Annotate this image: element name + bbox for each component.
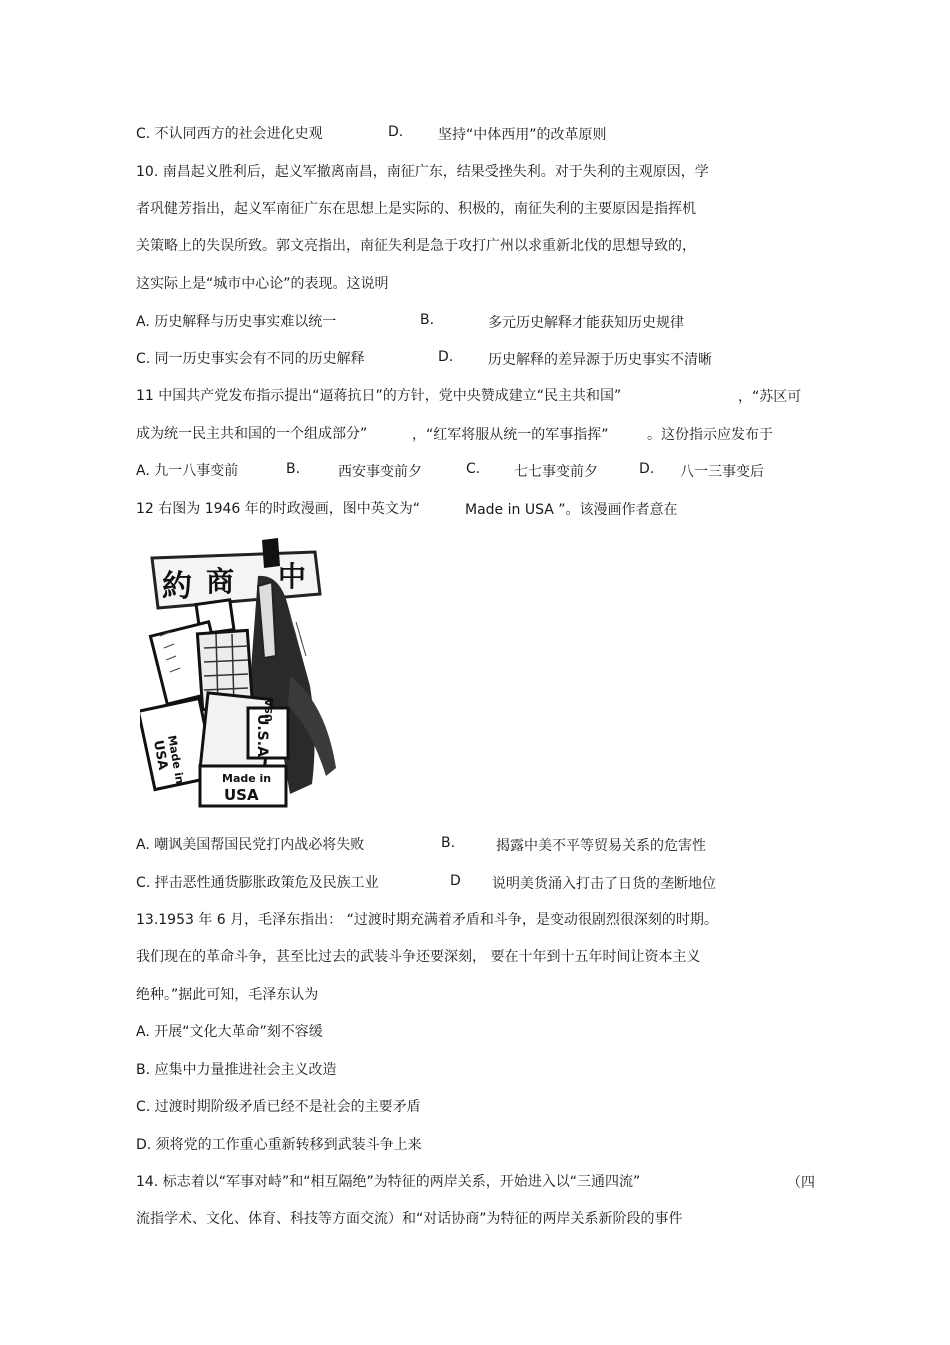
q13-option-b: B. 应集中力量推进社会主义改造 [136, 1062, 337, 1078]
q13-stem-line-2: 我们现在的革命斗争，甚至比过去的武装斗争还要深刻， 要在十年到十五年时间让资本主义 [136, 949, 701, 965]
q11-option-c: 七七事变前夕 [514, 464, 598, 480]
cartoon-banner-char: 中 [278, 560, 307, 593]
q11-stem-line-2-tail: 。这份指示应发布于 [647, 427, 773, 443]
q14-stem-line-1: 14. 标志着以“军事对峙”和“相互隔绝”为特征的两岸关系，开始进入以“三通四流” [136, 1174, 641, 1190]
q10-stem-line-3: 关策略上的失误所致。郭文亮指出，南征失利是急于攻打广州以求重新北伐的思想导致的， [136, 238, 696, 254]
q10-stem-line-2: 者巩健芳指出，起义军南征广东在思想上是实际的、积极的，南征失利的主要原因是指挥机 [136, 201, 696, 217]
q9-option-d-label: D. [388, 124, 404, 140]
q9-option-c: C. 不认同西方的社会进化史观 [136, 126, 323, 142]
q11-stem-line-2: 成为统一民主共和国的一个组成部分” [136, 426, 368, 442]
q10-option-b-label: B. [420, 312, 435, 328]
cartoon-box-label: USA [150, 739, 171, 772]
q12-option-b-label: B. [441, 835, 456, 851]
q9-option-d: 坚持“中体西用”的改革原则 [438, 127, 607, 143]
q12-option-d: 说明美货涌入打击了日货的垄断地位 [492, 876, 716, 892]
q13-option-d: D. 须将党的工作重心重新转移到武装斗争上来 [136, 1137, 422, 1153]
q12-stem-tail: Made in USA ”。该漫画作者意在 [465, 502, 678, 518]
q10-stem-line-4: 这实际上是“城市中心论”的表现。这说明 [136, 276, 389, 292]
q11-stem-line-2-mid: ，“红军将服从统一的军事指挥” [412, 427, 609, 443]
q11-option-c-label: C. [466, 461, 481, 477]
cartoon-box-label: U.S.A [254, 714, 270, 757]
q11-option-d: 八一三事变后 [680, 464, 764, 480]
cartoon-box-label: USA [264, 698, 275, 722]
q13-stem-line-3: 绝种。”据此可知，毛泽东认为 [136, 987, 319, 1003]
q14-stem-line-1-tail: （四 [787, 1175, 815, 1191]
q12-stem: 12 右图为 1946 年的时政漫画，图中英文为“ [136, 501, 421, 517]
cartoon-box-label: USA [224, 786, 259, 804]
q11-option-a: A. 九一八事变前 [136, 463, 239, 479]
q11-option-b: 西安事变前夕 [338, 464, 422, 480]
q10-option-c: C. 同一历史事实会有不同的历史解释 [136, 351, 365, 367]
cartoon-banner-char: 商 [206, 565, 235, 598]
q14-stem-line-2: 流指学术、文化、体育、科技等方面交流）和“对话协商”为特征的两岸关系新阶段的事件 [136, 1211, 683, 1227]
q12-option-c: C. 抨击恶性通货膨胀政策危及民族工业 [136, 875, 379, 891]
q10-option-d-label: D. [438, 349, 454, 365]
cartoon-box-label: Made in [222, 772, 272, 785]
q11-stem-line-1: 11 中国共产党发布指示提出“逼蒋抗日”的方针，党中央赞成建立“民主共和国” [136, 388, 622, 404]
q13-option-a: A. 开展“文化大革命”刻不容缓 [136, 1024, 323, 1040]
q10-stem-line-1: 10. 南昌起义胜利后，起义军撤离南昌，南征广东，结果受挫失利。对于失利的主观原因，学 [136, 164, 709, 180]
q10-option-d: 历史解释的差异源于历史事实不清晰 [488, 352, 712, 368]
q11-option-d-label: D. [639, 461, 655, 477]
q11-stem-line-1-tail: ，“苏区可 [738, 389, 802, 405]
q12-option-b: 揭露中美不平等贸易关系的危害性 [496, 838, 706, 854]
cartoon-box-label: Made in [165, 734, 187, 785]
q12-option-d-label: D [450, 873, 461, 889]
q10-option-a: A. 历史解释与历史事实难以统一 [136, 314, 337, 330]
q10-option-b: 多元历史解释才能获知历史规律 [488, 315, 684, 331]
q12-option-a: A. 嘲讽美国帮国民党打内战必将失败 [136, 837, 365, 853]
q13-option-c: C. 过渡时期阶级矛盾已经不是社会的主要矛盾 [136, 1099, 421, 1115]
cartoon-banner-char: 約 [162, 569, 192, 604]
q13-stem-line-1: 13.1953 年 6 月，毛泽东指出： “过渡时期充满着矛盾和斗争，是变动很剧烈很深刻的时期。 [136, 912, 718, 928]
political-cartoon-image [140, 536, 345, 811]
q11-option-b-label: B. [286, 461, 301, 477]
